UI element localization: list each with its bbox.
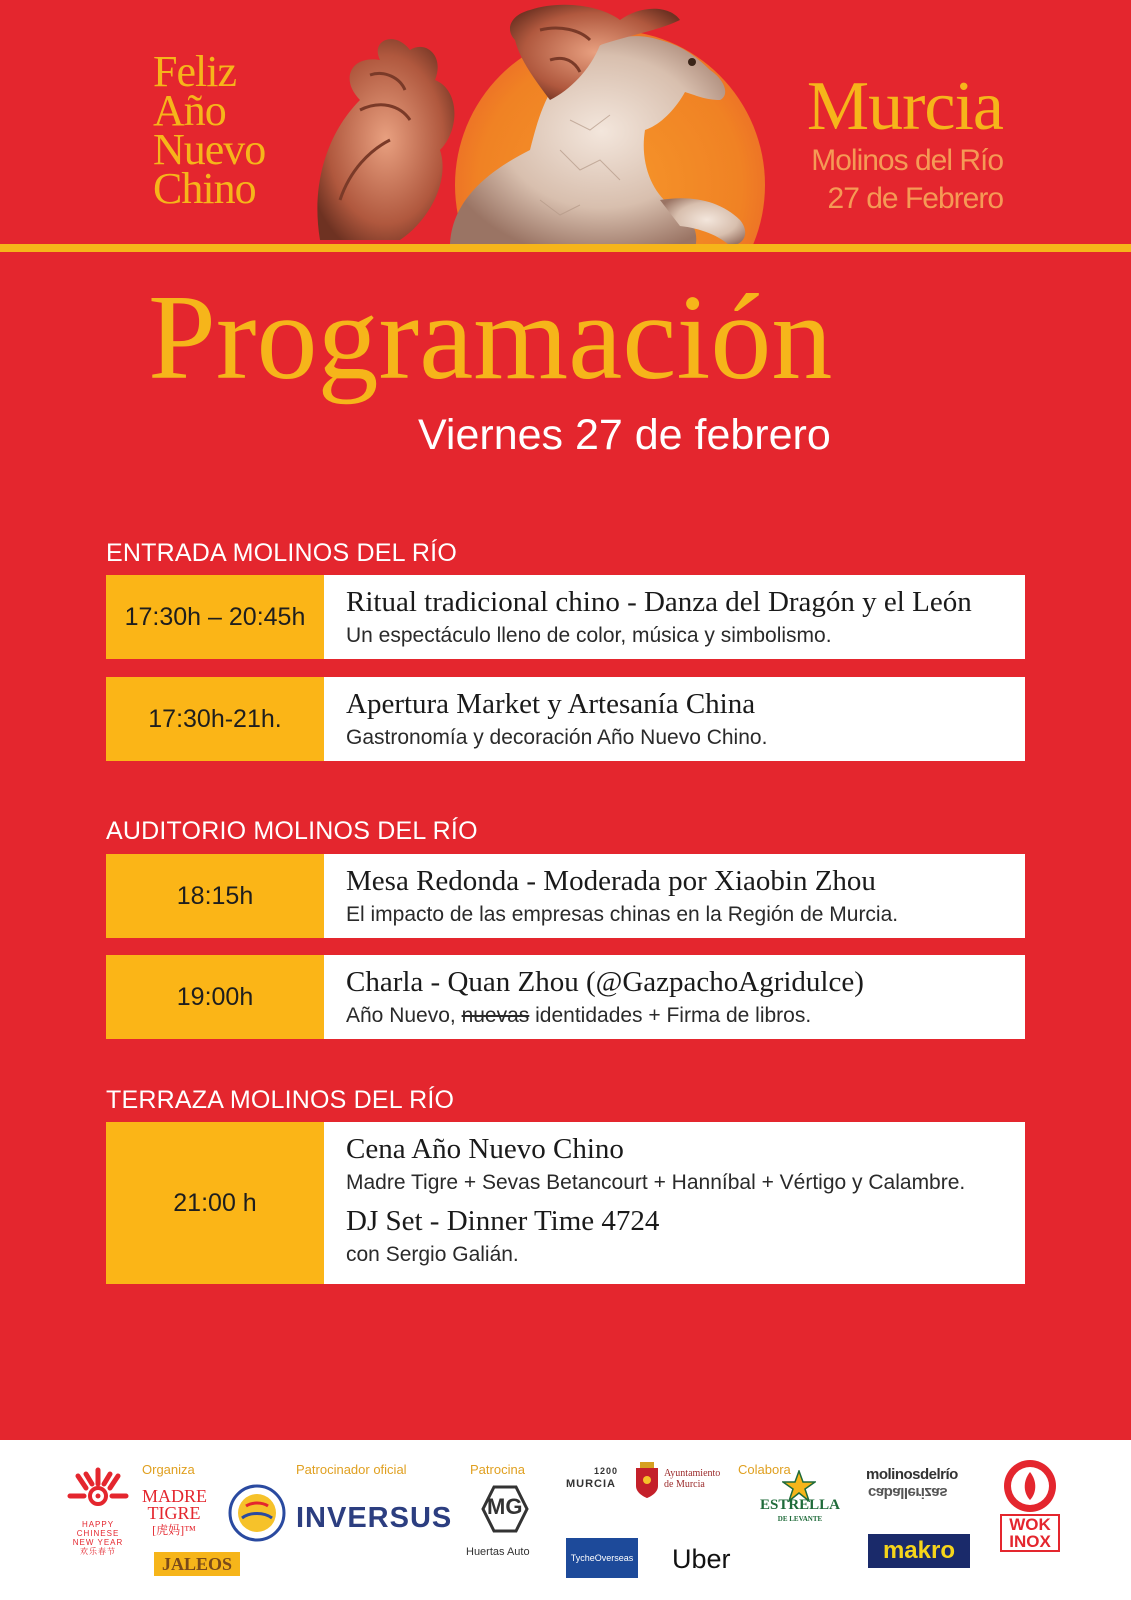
city-name: Murcia — [806, 68, 1003, 145]
struck-word: nuevas — [461, 1004, 530, 1027]
hcny-line: CHINESE — [76, 1529, 120, 1538]
hcny-line: NEW YEAR — [72, 1538, 124, 1547]
desc-part: Año Nuevo, — [346, 1004, 462, 1027]
estrella-line: ESTRELLA — [759, 1497, 841, 1513]
event-description: Un espectáculo lleno de color, música y simbolismo. — [346, 624, 832, 647]
section-heading-terraza: TERRAZA MOLINOS DEL RÍO — [106, 1086, 455, 1114]
event-description: Madre Tigre + Sevas Betancourt + Hanníbal + Vértigo y Calambre. — [346, 1171, 966, 1194]
jaleos-logo: JALEOS — [154, 1552, 240, 1576]
greeting-line: Nuevo — [153, 125, 266, 174]
wok-inox-line: WOK — [1009, 1515, 1051, 1534]
wok-inox-text — [1000, 1514, 1060, 1552]
event-body — [324, 575, 1025, 659]
estrella-de-levante-logo — [750, 1498, 850, 1526]
greeting-line: Feliz — [153, 47, 236, 96]
madre-tigre-logo — [142, 1488, 206, 1539]
event-description: con Sergio Galián. — [346, 1243, 519, 1266]
event-title: Charla - Quan Zhou (@GazpachoAgridulce) — [346, 966, 864, 998]
page-subtitle: Viernes 27 de febrero — [418, 411, 831, 459]
hcny-line: HAPPY — [81, 1520, 115, 1529]
gold-divider — [0, 244, 1131, 252]
huertas-auto-text: Huertas Auto — [466, 1546, 530, 1558]
event-body — [324, 677, 1025, 761]
event-description: Gastronomía y decoración Año Nuevo Chino. — [346, 726, 768, 749]
molinos-del-rio-logo: molinosdelrío — [866, 1466, 958, 1483]
label-organiza: Organiza — [142, 1462, 195, 1477]
event-row — [106, 854, 1025, 938]
event-body — [324, 955, 1025, 1039]
makro-logo: makro — [868, 1534, 970, 1568]
section-heading-auditorio: AUDITORIO MOLINOS DEL RÍO — [106, 817, 478, 845]
event-time: 19:00h — [106, 955, 324, 1039]
page-title: Programación — [148, 270, 833, 405]
madre-tigre-line: MADRE — [142, 1486, 208, 1506]
label-patrocinador-oficial: Patrocinador oficial — [296, 1462, 407, 1477]
hcny-text — [72, 1520, 124, 1556]
event-body — [324, 1122, 1025, 1284]
hcny-line: 欢乐春节 — [80, 1547, 116, 1556]
event-row — [106, 575, 1025, 659]
wok-inox-line: INOX — [1009, 1532, 1051, 1551]
event-time: 17:30h-21h. — [106, 677, 324, 761]
murcia-1200-word: MURCIA — [566, 1478, 616, 1490]
event-description: El impacto de las empresas chinas en la Región de Murcia. — [346, 903, 899, 926]
header-greeting — [153, 47, 266, 213]
header-location — [806, 68, 1003, 218]
madre-tigre-line: TIGRE — [147, 1503, 201, 1523]
section-heading-entrada: ENTRADA MOLINOS DEL RÍO — [106, 539, 457, 567]
event-title: DJ Set - Dinner Time 4724 — [346, 1205, 660, 1237]
caballerizas-logo: caballerizas — [868, 1484, 948, 1501]
label-colabora: Colabora — [738, 1462, 791, 1477]
header-banner — [0, 0, 1131, 248]
venue-name: Molinos del Río — [811, 144, 1003, 177]
event-title: Mesa Redonda - Moderada por Xiaobin Zhou — [346, 865, 876, 897]
happy-chinese-new-year-logo-icon — [66, 1466, 130, 1514]
association-seal-icon — [228, 1484, 286, 1542]
event-time: 18:15h — [106, 854, 324, 938]
event-body — [324, 854, 1025, 938]
inversus-logo: INVERSUS — [296, 1502, 453, 1534]
mg-logo-text: MG — [487, 1494, 523, 1519]
uber-logo: Uber — [672, 1544, 731, 1574]
madre-tigre-line: [虎妈]™ — [152, 1523, 196, 1537]
event-title: Ritual tradicional chino - Danza del Dragón y el León — [346, 586, 972, 618]
event-row — [106, 1122, 1025, 1284]
sponsors-footer — [0, 1440, 1131, 1600]
event-title: Apertura Market y Artesanía China — [346, 688, 756, 720]
greeting-line: Año — [153, 86, 226, 135]
ayuntamiento-line: de Murcia — [664, 1479, 705, 1490]
estrella-line: DE LEVANTE — [777, 1515, 823, 1523]
desc-part: identidades + Firma de libros. — [529, 1004, 812, 1027]
murcia-1200-number: 1200 — [594, 1466, 619, 1476]
tyche-overseas-logo: TycheOverseas — [566, 1538, 638, 1578]
event-date: 27 de Febrero — [827, 182, 1003, 215]
event-row — [106, 955, 1025, 1039]
event-description — [346, 1001, 1011, 1031]
label-patrocina: Patrocina — [470, 1462, 525, 1477]
porcelain-horse-illustration — [300, 0, 790, 248]
event-row — [106, 677, 1025, 761]
murcia-coat-of-arms-icon — [634, 1460, 660, 1500]
event-time: 21:00 h — [106, 1122, 324, 1284]
event-title: Cena Año Nuevo Chino — [346, 1133, 624, 1165]
ayuntamiento-line: Ayuntamiento — [664, 1468, 721, 1479]
event-time: 17:30h – 20:45h — [106, 575, 324, 659]
ayuntamiento-text — [664, 1468, 720, 1490]
greeting-line: Chino — [153, 164, 256, 213]
